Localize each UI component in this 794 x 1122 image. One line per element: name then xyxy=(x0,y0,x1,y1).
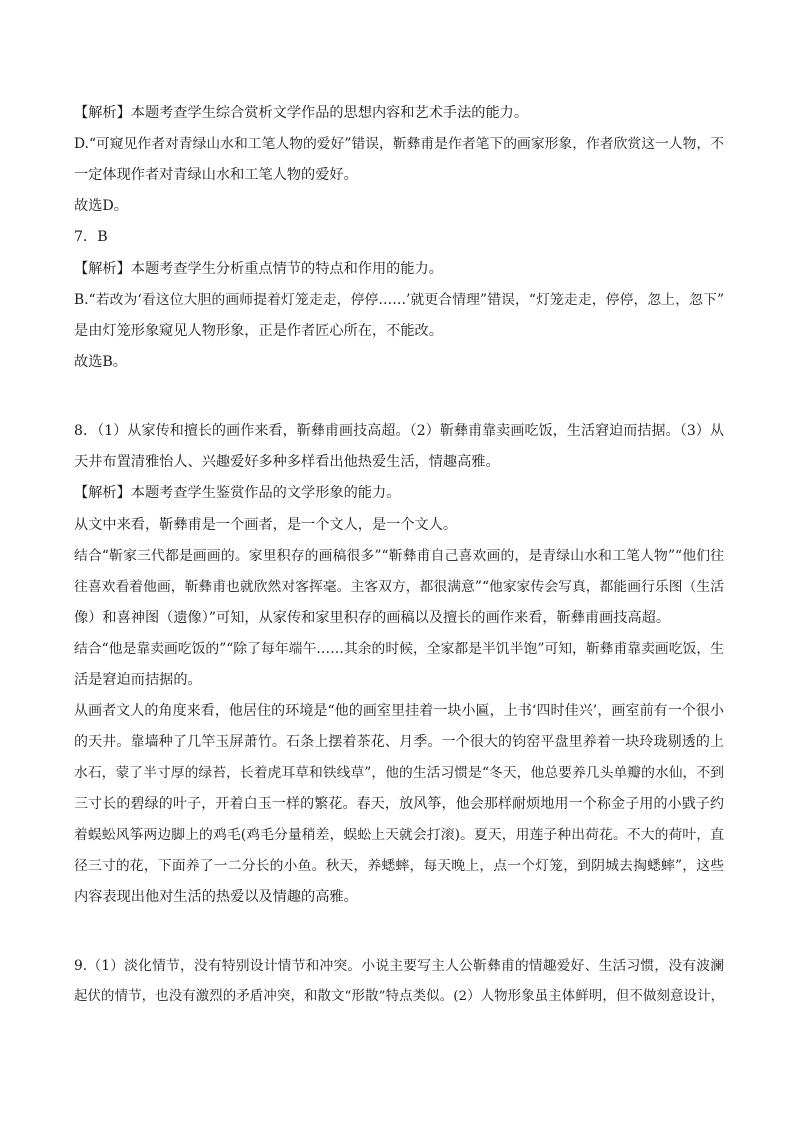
text-line: 一定体现作者对青绿山水和工笔人物的爱好。 xyxy=(74,167,358,183)
text-line: 三寸长的碧绿的叶子，开着白玉一样的繁花。春天，放风筝，他会那样耐烦地用一个称金子用的小戥子约 xyxy=(74,796,724,812)
text-line: 故选B。 xyxy=(74,354,127,370)
question-number: 7．B xyxy=(74,229,108,245)
text-line: 故选D。 xyxy=(74,198,128,214)
text-line: 活是窘迫而拮据的。 xyxy=(74,672,202,688)
text-line: 天井布置清雅怡人、兴趣爱好多种多样看出他热爱生活，情趣高雅。 xyxy=(74,454,500,470)
text-line: 结合“靳家三代都是画画的。家里积存的画稿很多”“靳彝甫自己喜欢画的，是青绿山水和工笔人物”“他们往 xyxy=(74,548,724,564)
text-line: 内容表现出他对生活的热爱以及情趣的高雅。 xyxy=(74,889,358,905)
text-line: 从画者文人的角度来看，他居住的环境是“他的画室里挂着一块小匾，上书‘四时佳兴’，画室前有一个很小 xyxy=(74,703,724,719)
text-line: 径三寸的花，下面养了一二分长的小鱼。秋天，养蟋蟀，每天晚上，点一个灯笼，到阴城去掏蟋蟀”，这些 xyxy=(74,858,724,874)
text-line: 9.（1）淡化情节，没有特别设计情节和冲突。小说主要写主人公靳彝甫的情趣爱好、生活习惯，没有波澜 xyxy=(74,958,724,974)
text-line: 结合“他是靠卖画吃饭的”“除了每年端午……其余的时候，全家都是半饥半饱”可知，靳彝甫靠卖画吃饭，生 xyxy=(74,641,724,657)
text-line: 【解析】本题考查学生鉴赏作品的文学形象的能力。 xyxy=(74,485,401,501)
text-line: 着蜈蚣风筝两边脚上的鸡毛(鸡毛分量稍差，蜈蚣上天就会打滚)。夏天，用莲子种出荷花。不大的荷叶，直 xyxy=(74,827,724,843)
text-line: D.“可窥见作者对青绿山水和工笔人物的爱好”错误，靳彝甫是作者笔下的画家形象，作者欣赏这一人物，不 xyxy=(74,136,724,152)
text-line: 往喜欢看着他画，靳彝甫也就欣然对客挥毫。主客双方，都很满意”“他家家传会写真，都能画行乐图（生活 xyxy=(74,579,724,595)
text-line: 【解析】本题考查学生综合赏析文学作品的思想内容和艺术手法的能力。 xyxy=(74,105,529,121)
text-line: 【解析】本题考查学生分析重点情节的特点和作用的能力。 xyxy=(74,261,443,277)
text-line: B.“若改为‘看这位大胆的画师提着灯笼走走，停停……’就更合情理”错误，“灯笼走走，停停，忽上，忽下” xyxy=(74,292,724,308)
text-line: 像）和喜神图（遗像）”可知，从家传和家里积存的画稿以及擅长的画作来看，靳彝甫画技高超。 xyxy=(74,610,671,626)
text-line: 8．（1）从家传和擅长的画作来看，靳彝甫画技高超。（2）靳彝甫靠卖画吃饭，生活窘迫而拮据。（3）从 xyxy=(74,423,724,439)
text-line: 是由灯笼形象窥见人物形象，正是作者匠心所在，不能改。 xyxy=(74,323,443,339)
text-line: 从文中来看，靳彝甫是一个画者，是一个文人，是一个文人。 xyxy=(74,517,458,533)
text-line: 水石，蒙了半寸厚的绿苔，长着虎耳草和铁线草”，他的生活习惯是“冬天，他总要养几头单瓣的水仙，不到 xyxy=(74,765,724,781)
text-line: 起伏的情节，也没有激烈的矛盾冲突，和散文“形散”特点类似。(2）人物形象虽主体鲜明，但不做刻意设计， xyxy=(74,989,724,1004)
text-line: 的天井。靠墙种了几竿玉屏萧竹。石条上摆着茶花、月季。一个很大的钧窑平盘里养着一块玲珑剔透的上 xyxy=(74,734,724,750)
